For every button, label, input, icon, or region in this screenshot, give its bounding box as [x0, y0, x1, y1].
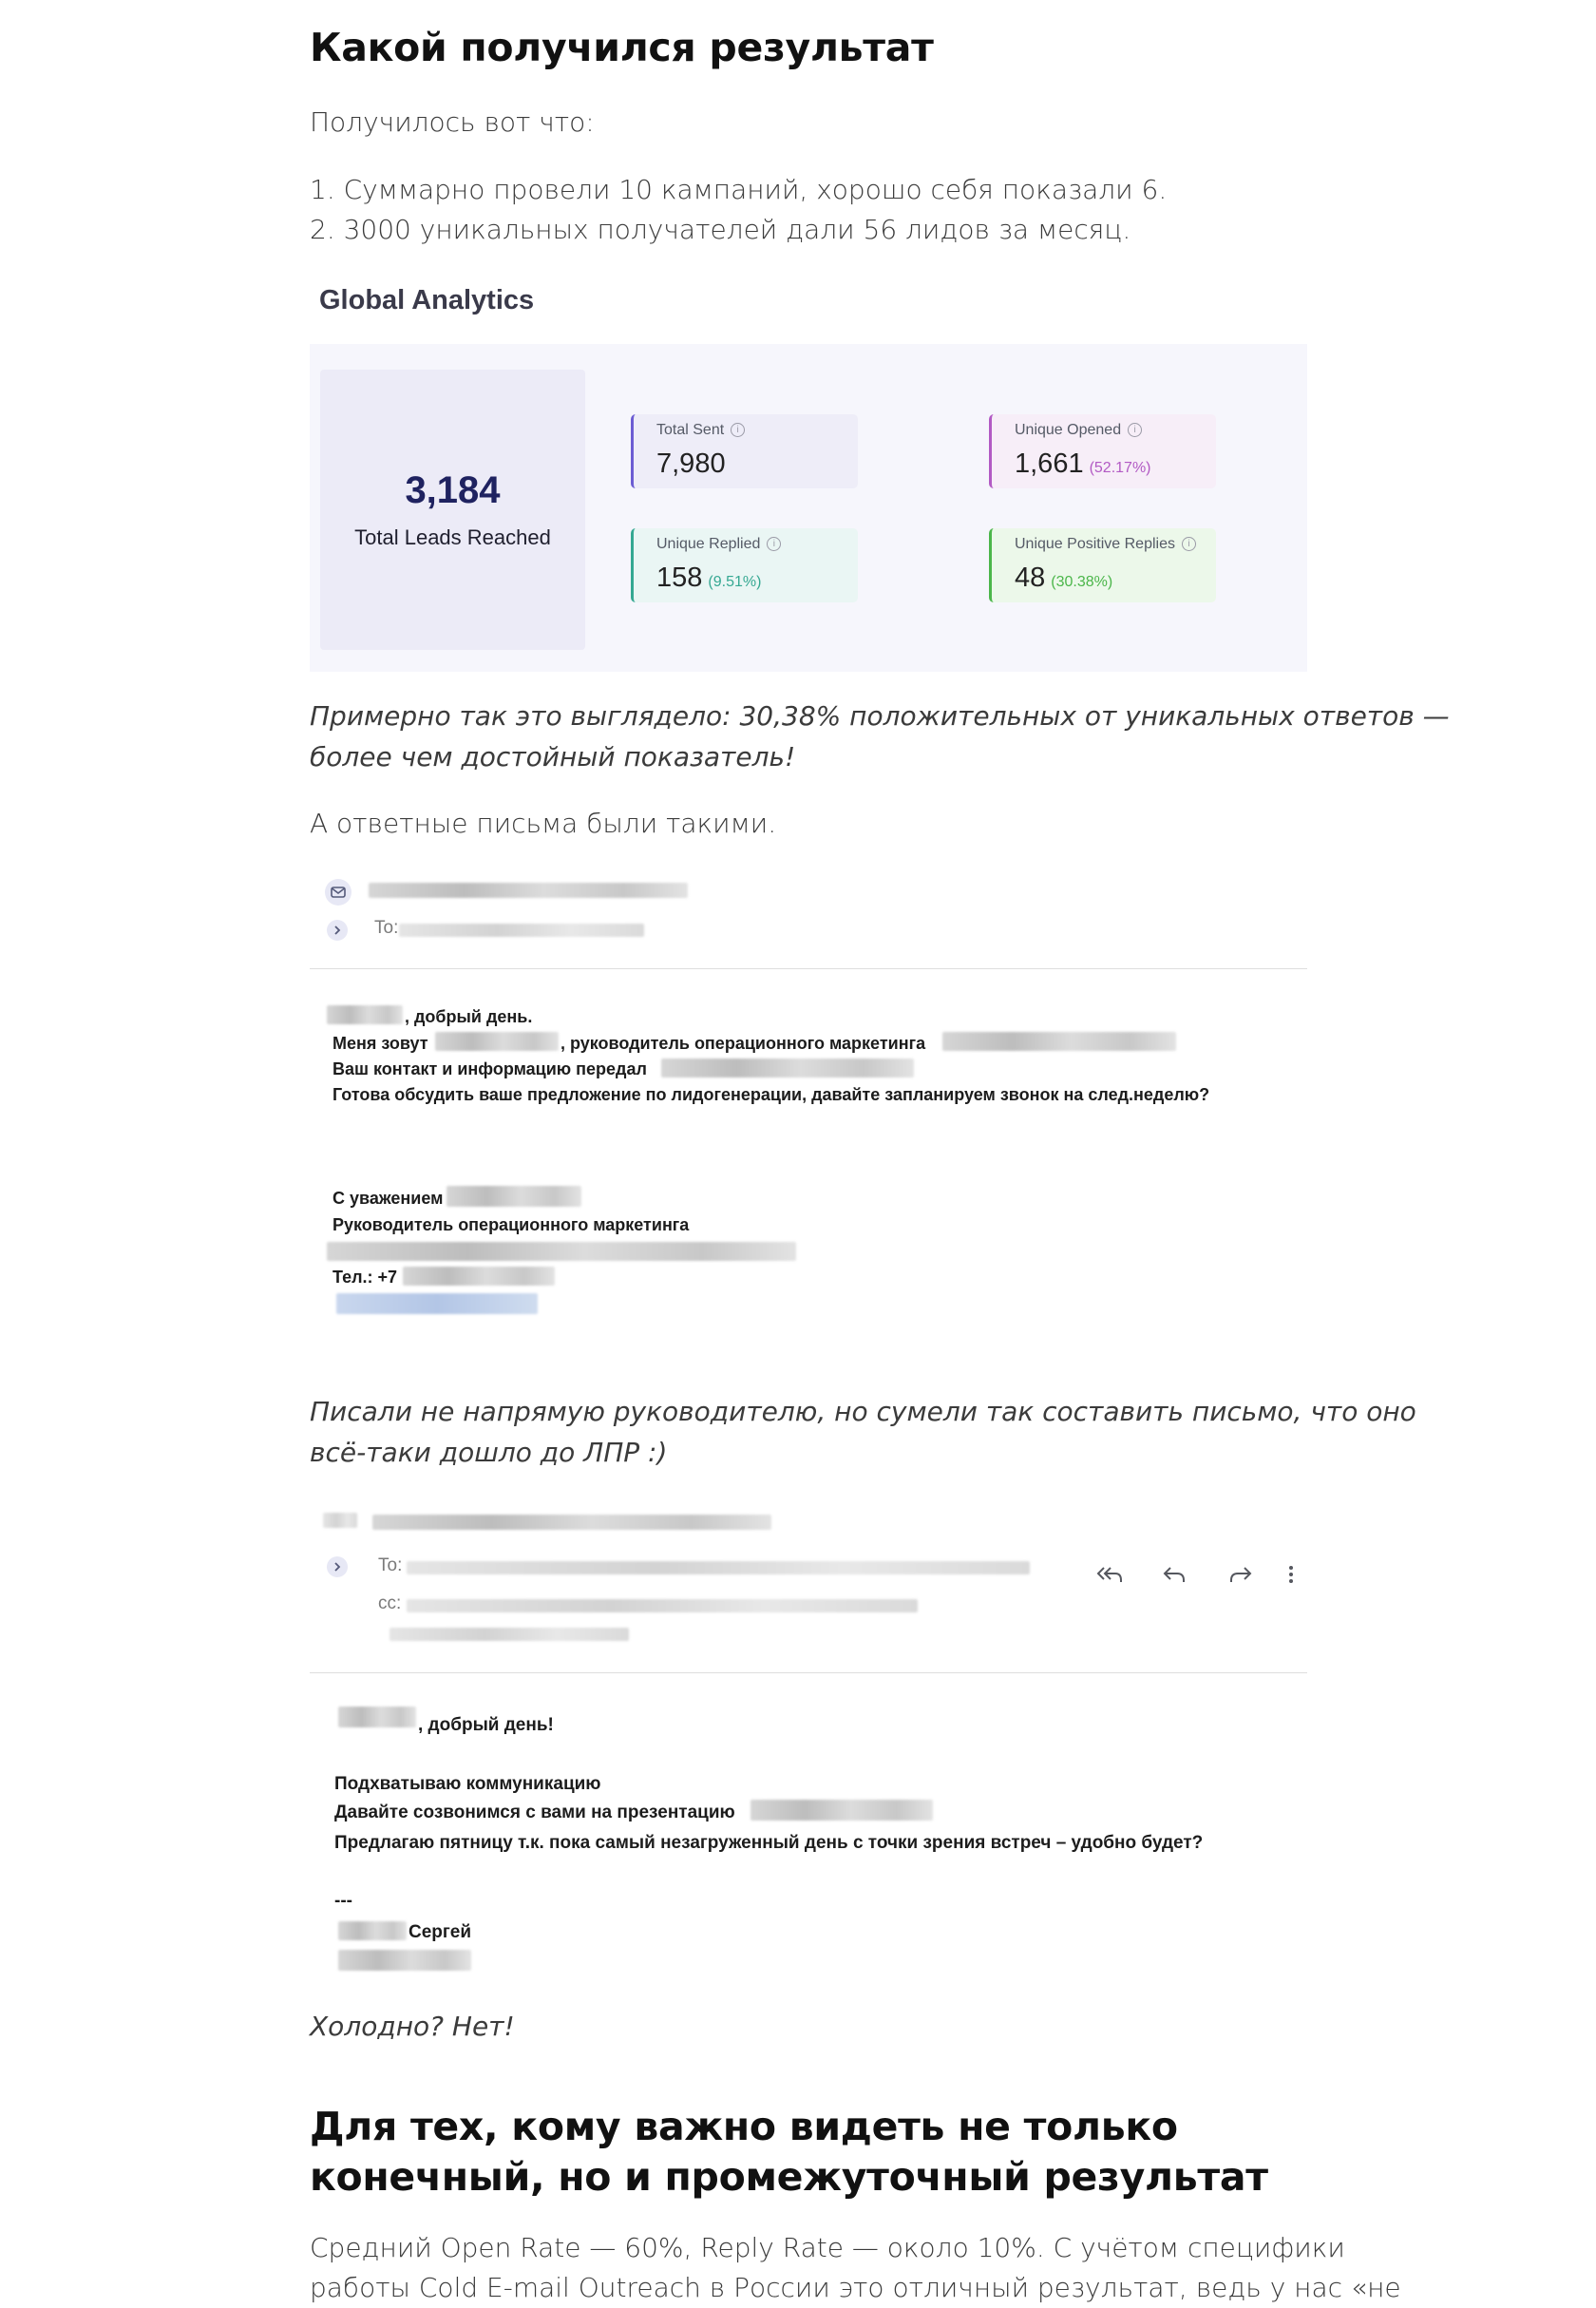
redacted-product [750, 1800, 933, 1821]
info-icon[interactable]: i [1182, 537, 1196, 551]
stat-card-unique-replied [631, 528, 858, 602]
info-icon[interactable]: i [1128, 423, 1142, 437]
redacted-sender [372, 1515, 771, 1530]
chevron-right-icon[interactable] [327, 920, 348, 941]
email-line: Готова обсудить ваше предложение по лидогенерации, давайте запланируем звонок на след.неделю? [332, 1085, 1210, 1104]
redacted-name [338, 1921, 407, 1940]
mail-icon [325, 879, 352, 906]
redacted-company [327, 1242, 796, 1261]
redacted-name [661, 1059, 914, 1078]
caption-line: более чем достойный показатель! [310, 741, 796, 773]
redacted-company [942, 1032, 1176, 1051]
redacted-sender [369, 883, 688, 898]
lead-in-text: А ответные письма были такими. [310, 808, 777, 839]
redacted-phone [403, 1267, 555, 1286]
caption-line: всё-таки дошло до ЛПР :) [310, 1437, 668, 1468]
reply-all-icon[interactable] [1094, 1562, 1125, 1593]
more-options-icon[interactable] [1284, 1562, 1298, 1595]
caption-line: Писали не напрямую руководителю, но сумели так составить письмо, что оно [310, 1396, 1416, 1427]
to-label: To: [374, 918, 399, 938]
stat-value: 48 [1015, 563, 1046, 593]
redacted-recipient [407, 1561, 1030, 1574]
stat-percent: (30.38%) [1051, 574, 1113, 590]
stat-value: 158 [656, 563, 703, 593]
stat-card-positive-replies [989, 528, 1216, 602]
redacted-cc [390, 1628, 629, 1641]
email-line: , добрый день! [418, 1715, 554, 1735]
redacted-avatar [323, 1513, 357, 1528]
caption-line: Холодно? Нет! [310, 2011, 515, 2042]
cc-label: cc: [378, 1593, 402, 1613]
info-icon[interactable]: i [767, 537, 781, 551]
redacted-name [327, 1005, 403, 1024]
stat-percent: (9.51%) [708, 574, 762, 590]
redacted-title [338, 1950, 471, 1971]
stat-value: 1,661 [1015, 448, 1084, 479]
stat-label: Unique Opened [1015, 422, 1122, 438]
chevron-right-icon[interactable] [327, 1556, 348, 1577]
email-line: Меня зовут [332, 1034, 428, 1053]
section-heading-intermediate [310, 2102, 1307, 2203]
divider [310, 1672, 1307, 1673]
email-line: , добрый день. [405, 1007, 533, 1026]
email-line: Подхватываю коммуникацию [334, 1774, 601, 1794]
stat-card-total-sent [631, 414, 858, 488]
analytics-title: Global Analytics [319, 285, 535, 315]
redacted-name [338, 1707, 416, 1727]
stat-percent: (52.17%) [1089, 460, 1151, 476]
total-leads-value: 3,184 [405, 469, 501, 511]
stat-card-unique-opened [989, 414, 1216, 488]
email-line: Ваш контакт и информацию передал [332, 1059, 647, 1078]
redacted-name [435, 1032, 559, 1051]
stat-label: Total Sent [656, 422, 725, 438]
intro-text: Получилось вот что: [310, 106, 595, 138]
email-line: Сергей [408, 1922, 472, 1942]
stat-label: Unique Replied [656, 536, 761, 552]
redacted-cc [407, 1599, 918, 1612]
email-line: Давайте созвонимся с вами на презентацию [334, 1803, 735, 1822]
stat-label: Unique Positive Replies [1015, 536, 1175, 552]
section-heading-result: Какой получился результат [310, 25, 934, 70]
email-line: , руководитель операционного маркетинга [560, 1034, 926, 1053]
paragraph-line: работы Cold E-mail Outreach в России это отличный результат, ведь у нас «не [310, 2272, 1401, 2303]
email-line: --- [334, 1891, 352, 1911]
heading-line: Для тех, кому важно видеть не только [310, 2104, 1178, 2149]
email-line: Предлагаю пятницу т.к. пока самый незагруженный день с точки зрения встреч – удобно будет? [334, 1833, 1204, 1853]
email-line: Тел.: +7 [332, 1268, 398, 1287]
redacted-name [446, 1186, 581, 1207]
to-label: To: [378, 1555, 403, 1575]
reply-icon[interactable] [1161, 1562, 1189, 1593]
email-line: Руководитель операционного маркетинга [332, 1215, 690, 1234]
redacted-recipient [399, 924, 644, 937]
total-leads-label: Total Leads Reached [354, 525, 551, 549]
redacted-link[interactable] [336, 1293, 538, 1314]
forward-icon[interactable] [1226, 1562, 1254, 1593]
paragraph-line: Средний Open Rate — 60%, Reply Rate — около 10%. С учётом специфики [310, 2232, 1345, 2263]
stat-value: 7,980 [656, 448, 726, 479]
list-item: 2. 3000 уникальных получателей дали 56 лидов за месяц. [310, 214, 1131, 245]
info-icon[interactable]: i [731, 423, 745, 437]
divider [310, 968, 1307, 969]
email-line: С уважением [332, 1189, 444, 1208]
caption-line: Примерно так это выглядело: 30,38% положительных от уникальных ответов — [310, 700, 1450, 732]
list-item: 1. Суммарно провели 10 кампаний, хорошо себя показали 6. [310, 174, 1168, 205]
total-leads-card [320, 370, 585, 650]
heading-line: конечный, но и промежуточный результат [310, 2154, 1268, 2200]
